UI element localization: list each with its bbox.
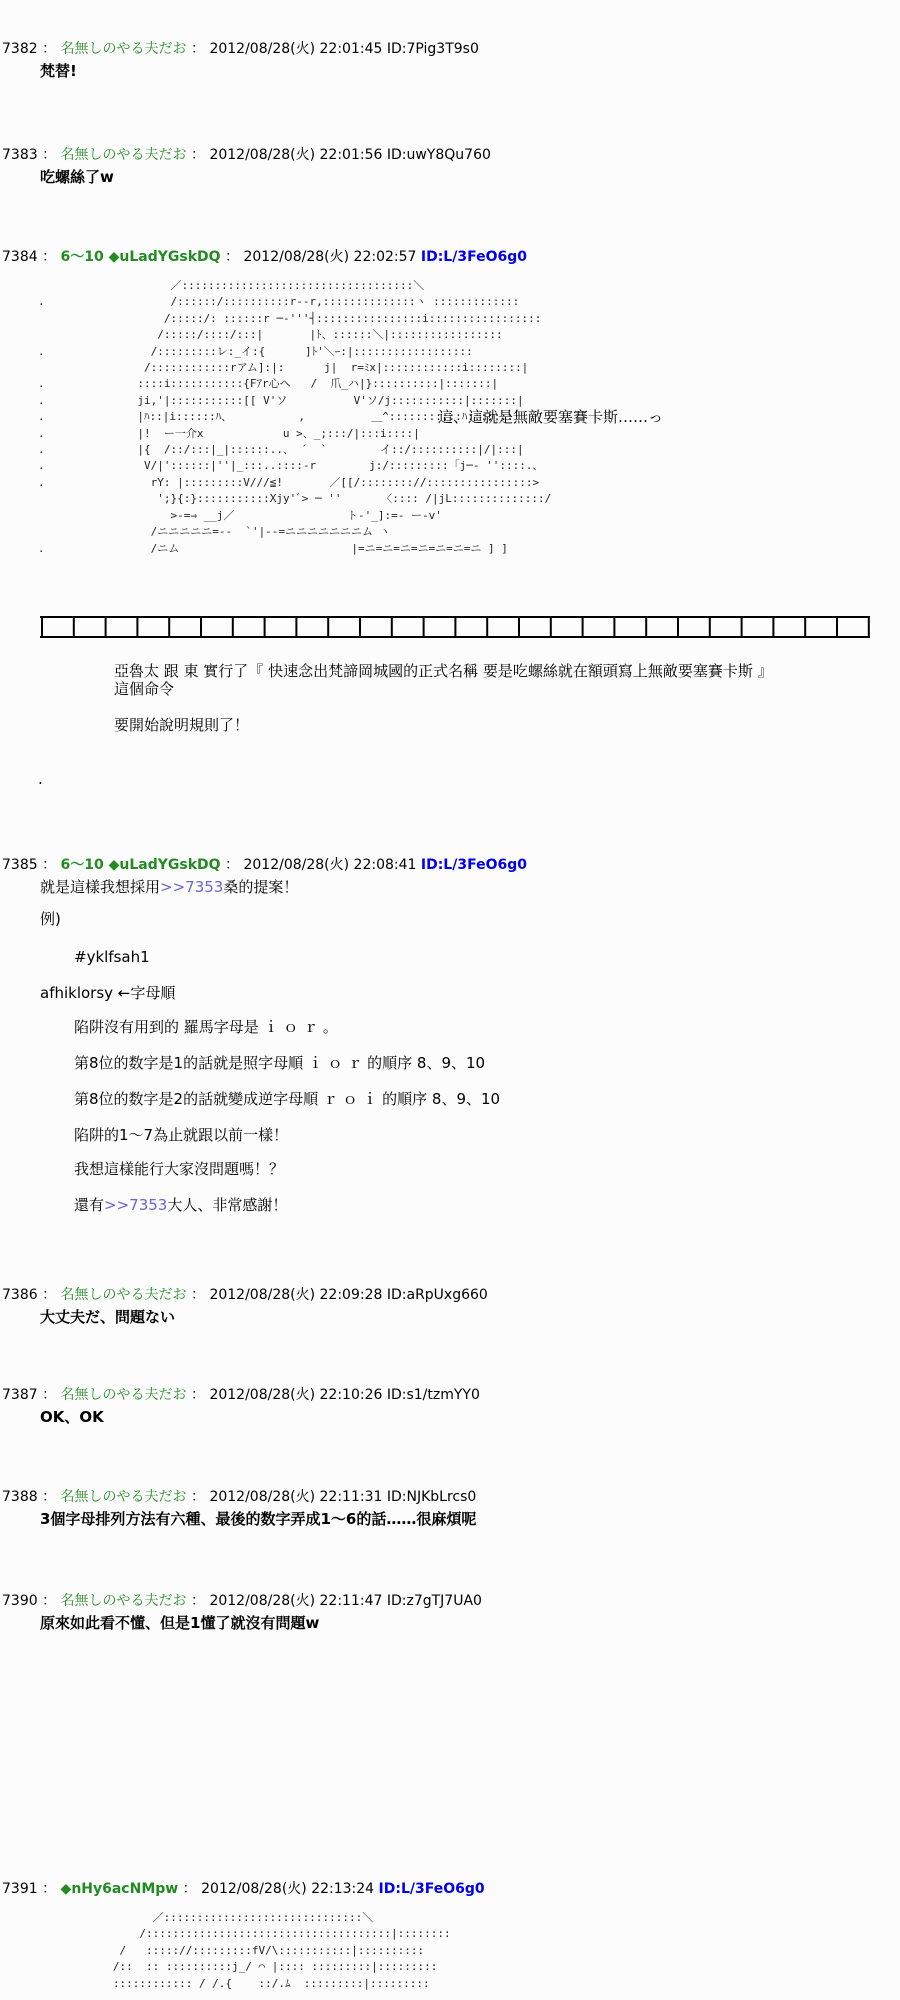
poster-name: 名無しのやる夫だお xyxy=(60,1287,187,1303)
poster-id: ID:uwY8Qu760 xyxy=(386,147,491,163)
poster-id: ID:s1/tzmYY0 xyxy=(386,1387,480,1403)
post-number[interactable]: 7385 xyxy=(2,857,38,873)
post-7384 xyxy=(0,246,900,806)
poster-id[interactable]: ID:L/3FeO6g0 xyxy=(420,249,527,265)
post-body: 大丈夫だ、問題ない xyxy=(40,1308,176,1326)
post-date: 2012/08/28(火) 22:10:26 xyxy=(209,1387,383,1403)
post-body: 原來如此看不懂、但是1懂了就沒有問題w xyxy=(40,1614,320,1632)
post-header: 7391 ： ◆nHy6acNMpw ： 2012/08/28(火) 22:13:24 ID:L/3FeO6g0 xyxy=(2,1881,485,1897)
post-date: 2012/08/28(火) 22:01:56 xyxy=(209,147,383,163)
post-date: 2012/08/28(火) 22:01:45 xyxy=(209,41,383,57)
post-number[interactable]: 7384 xyxy=(2,249,38,265)
post-body: 吃螺絲了w xyxy=(40,168,114,186)
post-header: 7385 ： 6～10 ◆uLadYGskDQ ： 2012/08/28(火) 22:08:41 ID:L/3FeO6g0 xyxy=(2,857,527,873)
character-dialogue: 這、這就是無敵要塞賽卡斯……っ xyxy=(438,408,664,426)
poster-name: 6～10 ◆uLadYGskDQ xyxy=(60,249,221,265)
post-date: 2012/08/28(火) 22:13:24 xyxy=(201,1881,375,1897)
rule-line: 第8位的数字是1的話就是照字母順 ｉ ｏ ｒ 的順序 8、9、10 xyxy=(74,1054,486,1072)
post-7382 xyxy=(0,38,900,82)
post-number[interactable]: 7386 xyxy=(2,1287,38,1303)
poster-id[interactable]: ID:L/3FeO6g0 xyxy=(378,1881,485,1897)
post-header: 7388 ： 名無しのやる夫だお ： 2012/08/28(火) 22:11:31 ID:NJKbLrcs0 xyxy=(2,1489,477,1505)
alphabet-order: afhiklorsy ←字母順 xyxy=(40,984,176,1002)
post-number[interactable]: 7391 xyxy=(2,1881,38,1897)
narration-line: 要開始說明規則了！ xyxy=(114,716,250,734)
post-7390 xyxy=(0,1590,900,1634)
narration-line: 亞魯太 跟 東 實行了『 快速念出梵諦岡城國的正式名稱 要是吃螺絲就在額頭寫上無敵要塞賽卡斯 』 xyxy=(114,662,773,680)
post-date: 2012/08/28(火) 22:11:31 xyxy=(209,1489,383,1505)
text: 還有 xyxy=(74,1196,105,1214)
poster-name: 名無しのやる夫だお xyxy=(60,1593,187,1609)
poster-name: 名無しのやる夫だお xyxy=(60,1387,187,1403)
post-date: 2012/08/28(火) 22:11:47 xyxy=(209,1593,383,1609)
post-7388 xyxy=(0,1486,900,1530)
text: 桑的提案！ xyxy=(223,878,299,896)
post-7391 xyxy=(0,1878,900,2000)
anchor-link[interactable]: >>7353 xyxy=(104,1196,168,1214)
post-body: 梵替! xyxy=(40,62,77,80)
post-header: 7382 ： 名無しのやる夫だお ： 2012/08/28(火) 22:01:45 ID:7Pig3T9s0 xyxy=(2,41,479,57)
poster-name: 名無しのやる夫だお xyxy=(60,1489,187,1505)
post-7383 xyxy=(0,144,900,188)
text: 就是這樣我想採用 xyxy=(40,878,161,896)
code-sample: #yklfsah1 xyxy=(74,948,150,966)
post-7387 xyxy=(0,1384,900,1428)
ascii-art: ／::::::::::::::::::::::::::::::＼ /:::::::::::::::::::::::::::::::::::::|:::::::: / ::::://:::::::::fV/\:::::::::::|:::::::::: /:: :: ::::::::::j_/ ⌒ |:::: :::::::::|::::::::: :::::::::::: / /.{ ::/.ﾑ :::::::::|::::::::: xyxy=(112,1911,451,1990)
post-7385 xyxy=(0,854,900,1234)
anchor-link[interactable]: >>7353 xyxy=(160,878,224,896)
narration-line: 這個命令 xyxy=(114,680,175,698)
example-label: 例) xyxy=(40,910,61,928)
post-number[interactable]: 7382 xyxy=(2,41,38,57)
post-header: 7383 ： 名無しのやる夫だお ： 2012/08/28(火) 22:01:56 ID:uwY8Qu760 xyxy=(2,147,491,163)
poster-id: ID:NJKbLrcs0 xyxy=(386,1489,477,1505)
rule-line: 陷阱沒有用到的 羅馬字母是 ｉ ｏ ｒ 。 xyxy=(74,1018,338,1036)
text: 大人、非常感謝！ xyxy=(167,1196,288,1214)
poster-name: 名無しのやる夫だお xyxy=(60,41,187,57)
poster-name: 名無しのやる夫だお xyxy=(60,147,187,163)
poster-id[interactable]: ID:L/3FeO6g0 xyxy=(420,857,527,873)
post-header: 7386 ： 名無しのやる夫だお ： 2012/08/28(火) 22:09:28 ID:aRpUxg660 xyxy=(2,1287,488,1303)
poster-name: 6～10 ◆uLadYGskDQ xyxy=(60,857,221,873)
post-number[interactable]: 7387 xyxy=(2,1387,38,1403)
post-number[interactable]: 7388 xyxy=(2,1489,38,1505)
trailing-dot: . xyxy=(38,770,43,788)
post-number[interactable]: 7390 xyxy=(2,1593,38,1609)
post-body: OK、OK xyxy=(40,1408,104,1426)
post-7386 xyxy=(0,1284,900,1328)
post-date: 2012/08/28(火) 22:02:57 xyxy=(243,249,417,265)
post-header: 7387 ： 名無しのやる夫だお ： 2012/08/28(火) 22:10:26 ID:s1/tzmYY0 xyxy=(2,1387,480,1403)
rule-line: 我想這樣能行大家沒問題嗎！？ xyxy=(74,1160,285,1178)
post-date: 2012/08/28(火) 22:08:41 xyxy=(243,857,417,873)
poster-id: ID:z7gTJ7UA0 xyxy=(386,1593,482,1609)
post-header: 7390 ： 名無しのやる夫だお ： 2012/08/28(火) 22:11:47 ID:z7gTJ7UA0 xyxy=(2,1593,482,1609)
post-body: 3個字母排列方法有六種、最後的数字弄成1～6的話……很麻煩呢 xyxy=(40,1510,477,1528)
divider-ruler xyxy=(40,614,870,640)
poster-id: ID:aRpUxg660 xyxy=(386,1287,488,1303)
post-header: 7384 ： 6～10 ◆uLadYGskDQ ： 2012/08/28(火) 22:02:57 ID:L/3FeO6g0 xyxy=(2,249,527,265)
post-number[interactable]: 7383 xyxy=(2,147,38,163)
post-date: 2012/08/28(火) 22:09:28 xyxy=(209,1287,383,1303)
rule-line: 陷阱的1～7為止就跟以前一樣！ xyxy=(74,1126,289,1144)
body-line xyxy=(40,876,298,898)
ascii-art: ／:::::::::::::::::::::::::::::::::::＼ . /::::::/::::::::::r--r,::::::::::::::ヽ ::::::::::::: /:::::/: ::::::r ─‐'''┤::::::::::::::::i::::::::::::::::: /:::::/::::/:::| |ﾄ、::::::＼|::::::::::::::::: . /:::::::::レ:_イ:{ ]ﾄ'＼ｰ:|:::::::::::::::::: /::::::::::::rアム]:|: j| r=ﾐx|::::::::::::i::::::::| . ::::i:::::::::::{Fｱr心ヘ / 爪_ハ|}::::::::::|:::::::| . ji,'|:::::::::::[[ V'ソ V'ソ/j:::::::::::|:::::::| . |ﾊ::|i::::::ﾊ、 , ＿^:::::::::::ﾊ::::::: . |! ー一介x u >、_;:::/|:::i::::| . |{ /::/:::|_|::::::..、 ´ ` イ::/::::::::::|/|:::| . V/|'::::::|''|_:::..::::-r j:/:::::::::「j─- ''::::.、 . rY: |:::::::::V///≦! ／[[/:::::::://::::::::::::::::> ';}{:}:::::::::::Xjy'ﾞ> ─ '' 〈:::: /|jL::::::::::::::/ >-=⇒ __j／ ト-'_]:=- ー-v' /ニニニニニ=-- `'|--=ニニニニニニニム ヽ . /ニム |=ニ=ニ=ニ=ニ=ニ=ニ=ニ ] ] xyxy=(38,279,552,555)
thanks-line xyxy=(74,1194,287,1216)
rule-line: 第8位的数字是2的話就變成逆字母順 ｒ ｏ ｉ 的順序 8、9、10 xyxy=(74,1090,501,1108)
poster-id: ID:7Pig3T9s0 xyxy=(386,41,479,57)
poster-name: ◆nHy6acNMpw xyxy=(60,1881,179,1897)
